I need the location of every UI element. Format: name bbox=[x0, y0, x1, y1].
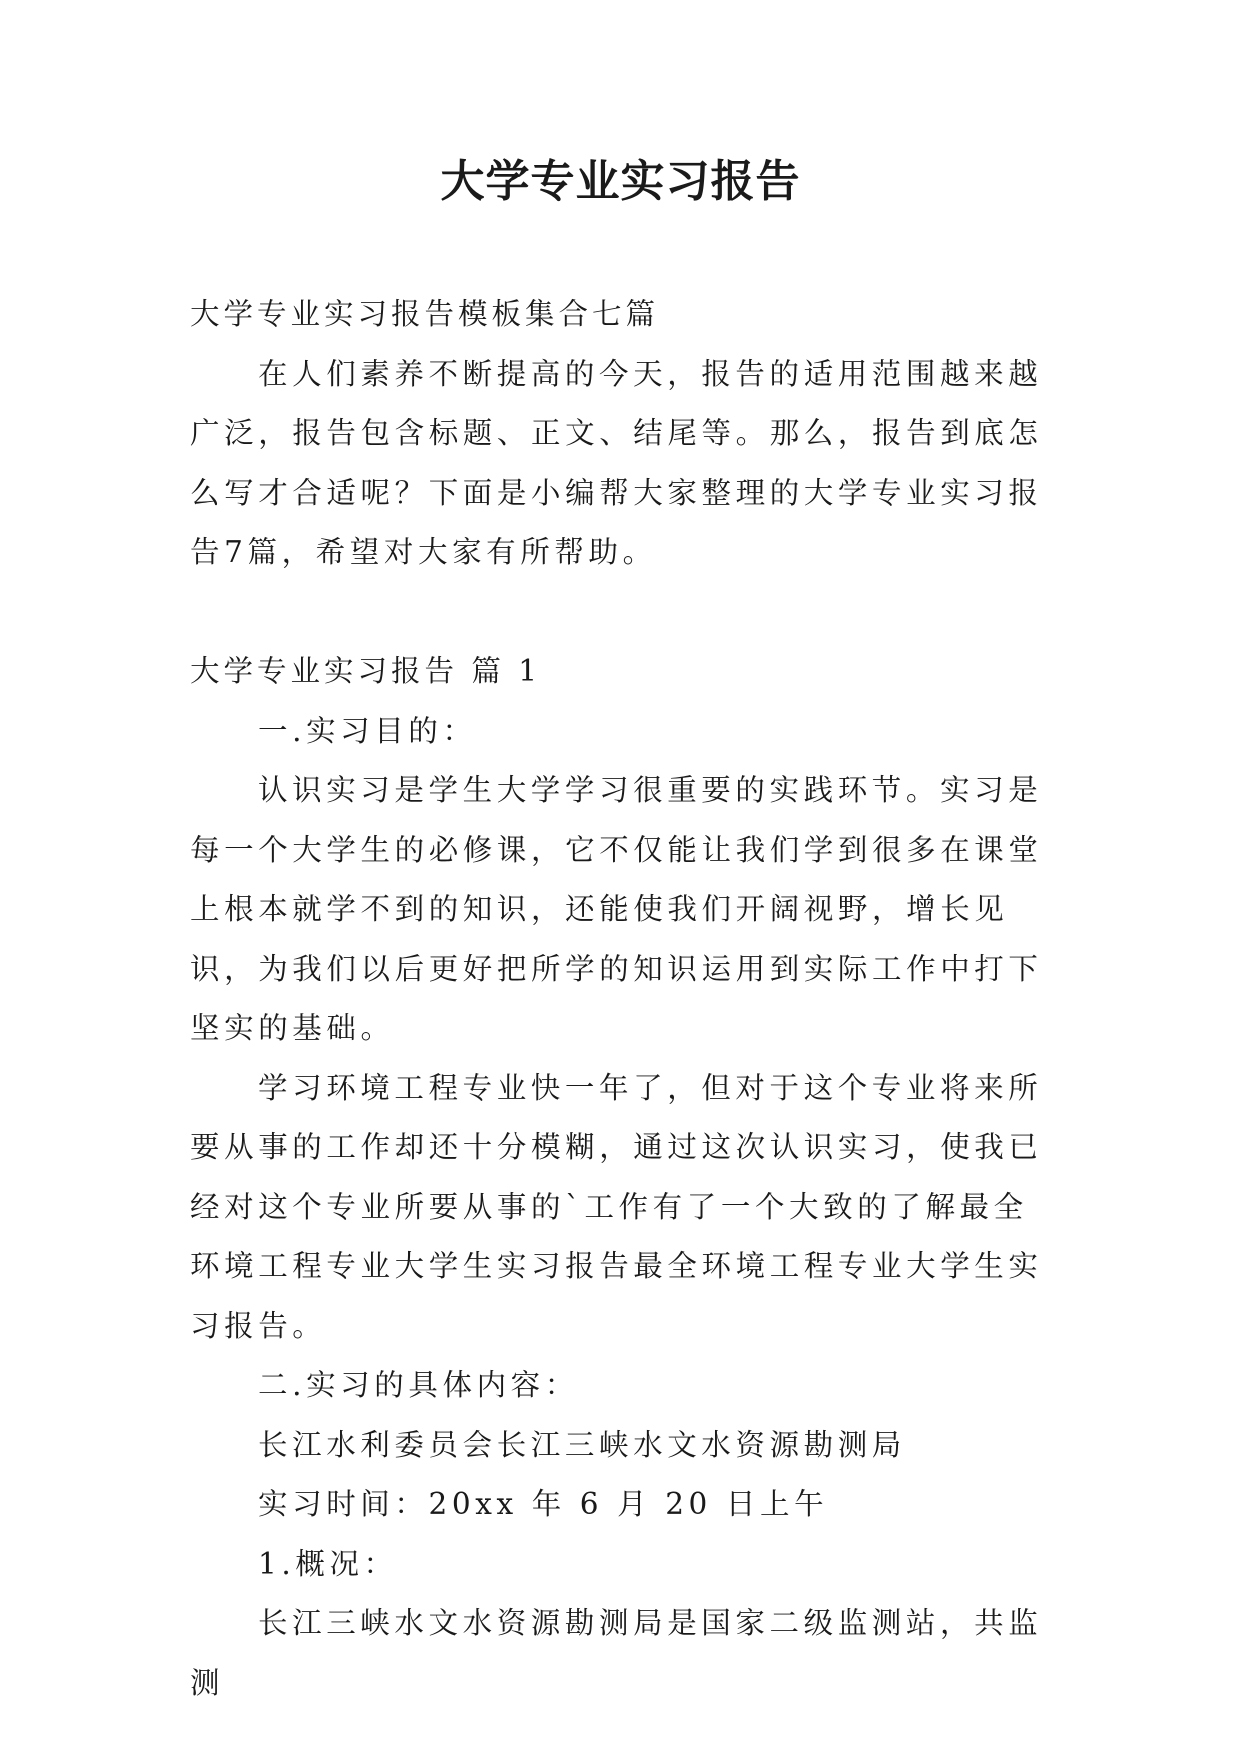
purpose-paragraph: 认识实习是学生大学学习很重要的实践环节。实习是每一个大学生的必修课，它不仅能让我们学到很多在课堂上根本就学不到的知识，还能使我们开阔视野，增长见识，为我们以后更好把所学的知识运用到实际工作中打下坚实的基础。 bbox=[190, 773, 1043, 1045]
intro-heading: 大学专业实习报告模板集合七篇 bbox=[190, 297, 660, 331]
overview-heading: 1.概况： bbox=[258, 1546, 398, 1581]
organization-line: 长江水利委员会长江三峡水文水资源勘测局 bbox=[258, 1427, 906, 1462]
document-body bbox=[190, 285, 1050, 1713]
document-title: 大学专业实习报告 bbox=[440, 156, 801, 207]
overview-paragraph: 长江三峡水文水资源勘测局是国家二级监测站，共监测 bbox=[190, 1606, 1043, 1700]
blank-line bbox=[190, 583, 1050, 643]
intro-paragraph: 在人们素养不断提高的今天，报告的适用范围越来越广泛，报告包含标题、正文、结尾等。那么，报告到底怎么写才合适呢？下面是小编帮大家整理的大学专业实习报告7篇，希望对大家有所帮助。 bbox=[190, 356, 1043, 569]
time-line: 实习时间：20xx 年 6 月 20 日上午 bbox=[258, 1487, 829, 1521]
content-heading: 二.实习的具体内容： bbox=[258, 1368, 579, 1402]
background-paragraph: 学习环境工程专业快一年了，但对于这个专业将来所要从事的工作却还十分模糊，通过这次认识实习，使我已经对这个专业所要从事的`工作有了一个大致的了解最全环境工程专业大学生实习报告最全环境工程专业大学生实习报告。 bbox=[190, 1070, 1043, 1343]
section-heading: 大学专业实习报告 篇 1 bbox=[190, 654, 542, 688]
purpose-heading: 一.实习目的： bbox=[258, 713, 477, 748]
